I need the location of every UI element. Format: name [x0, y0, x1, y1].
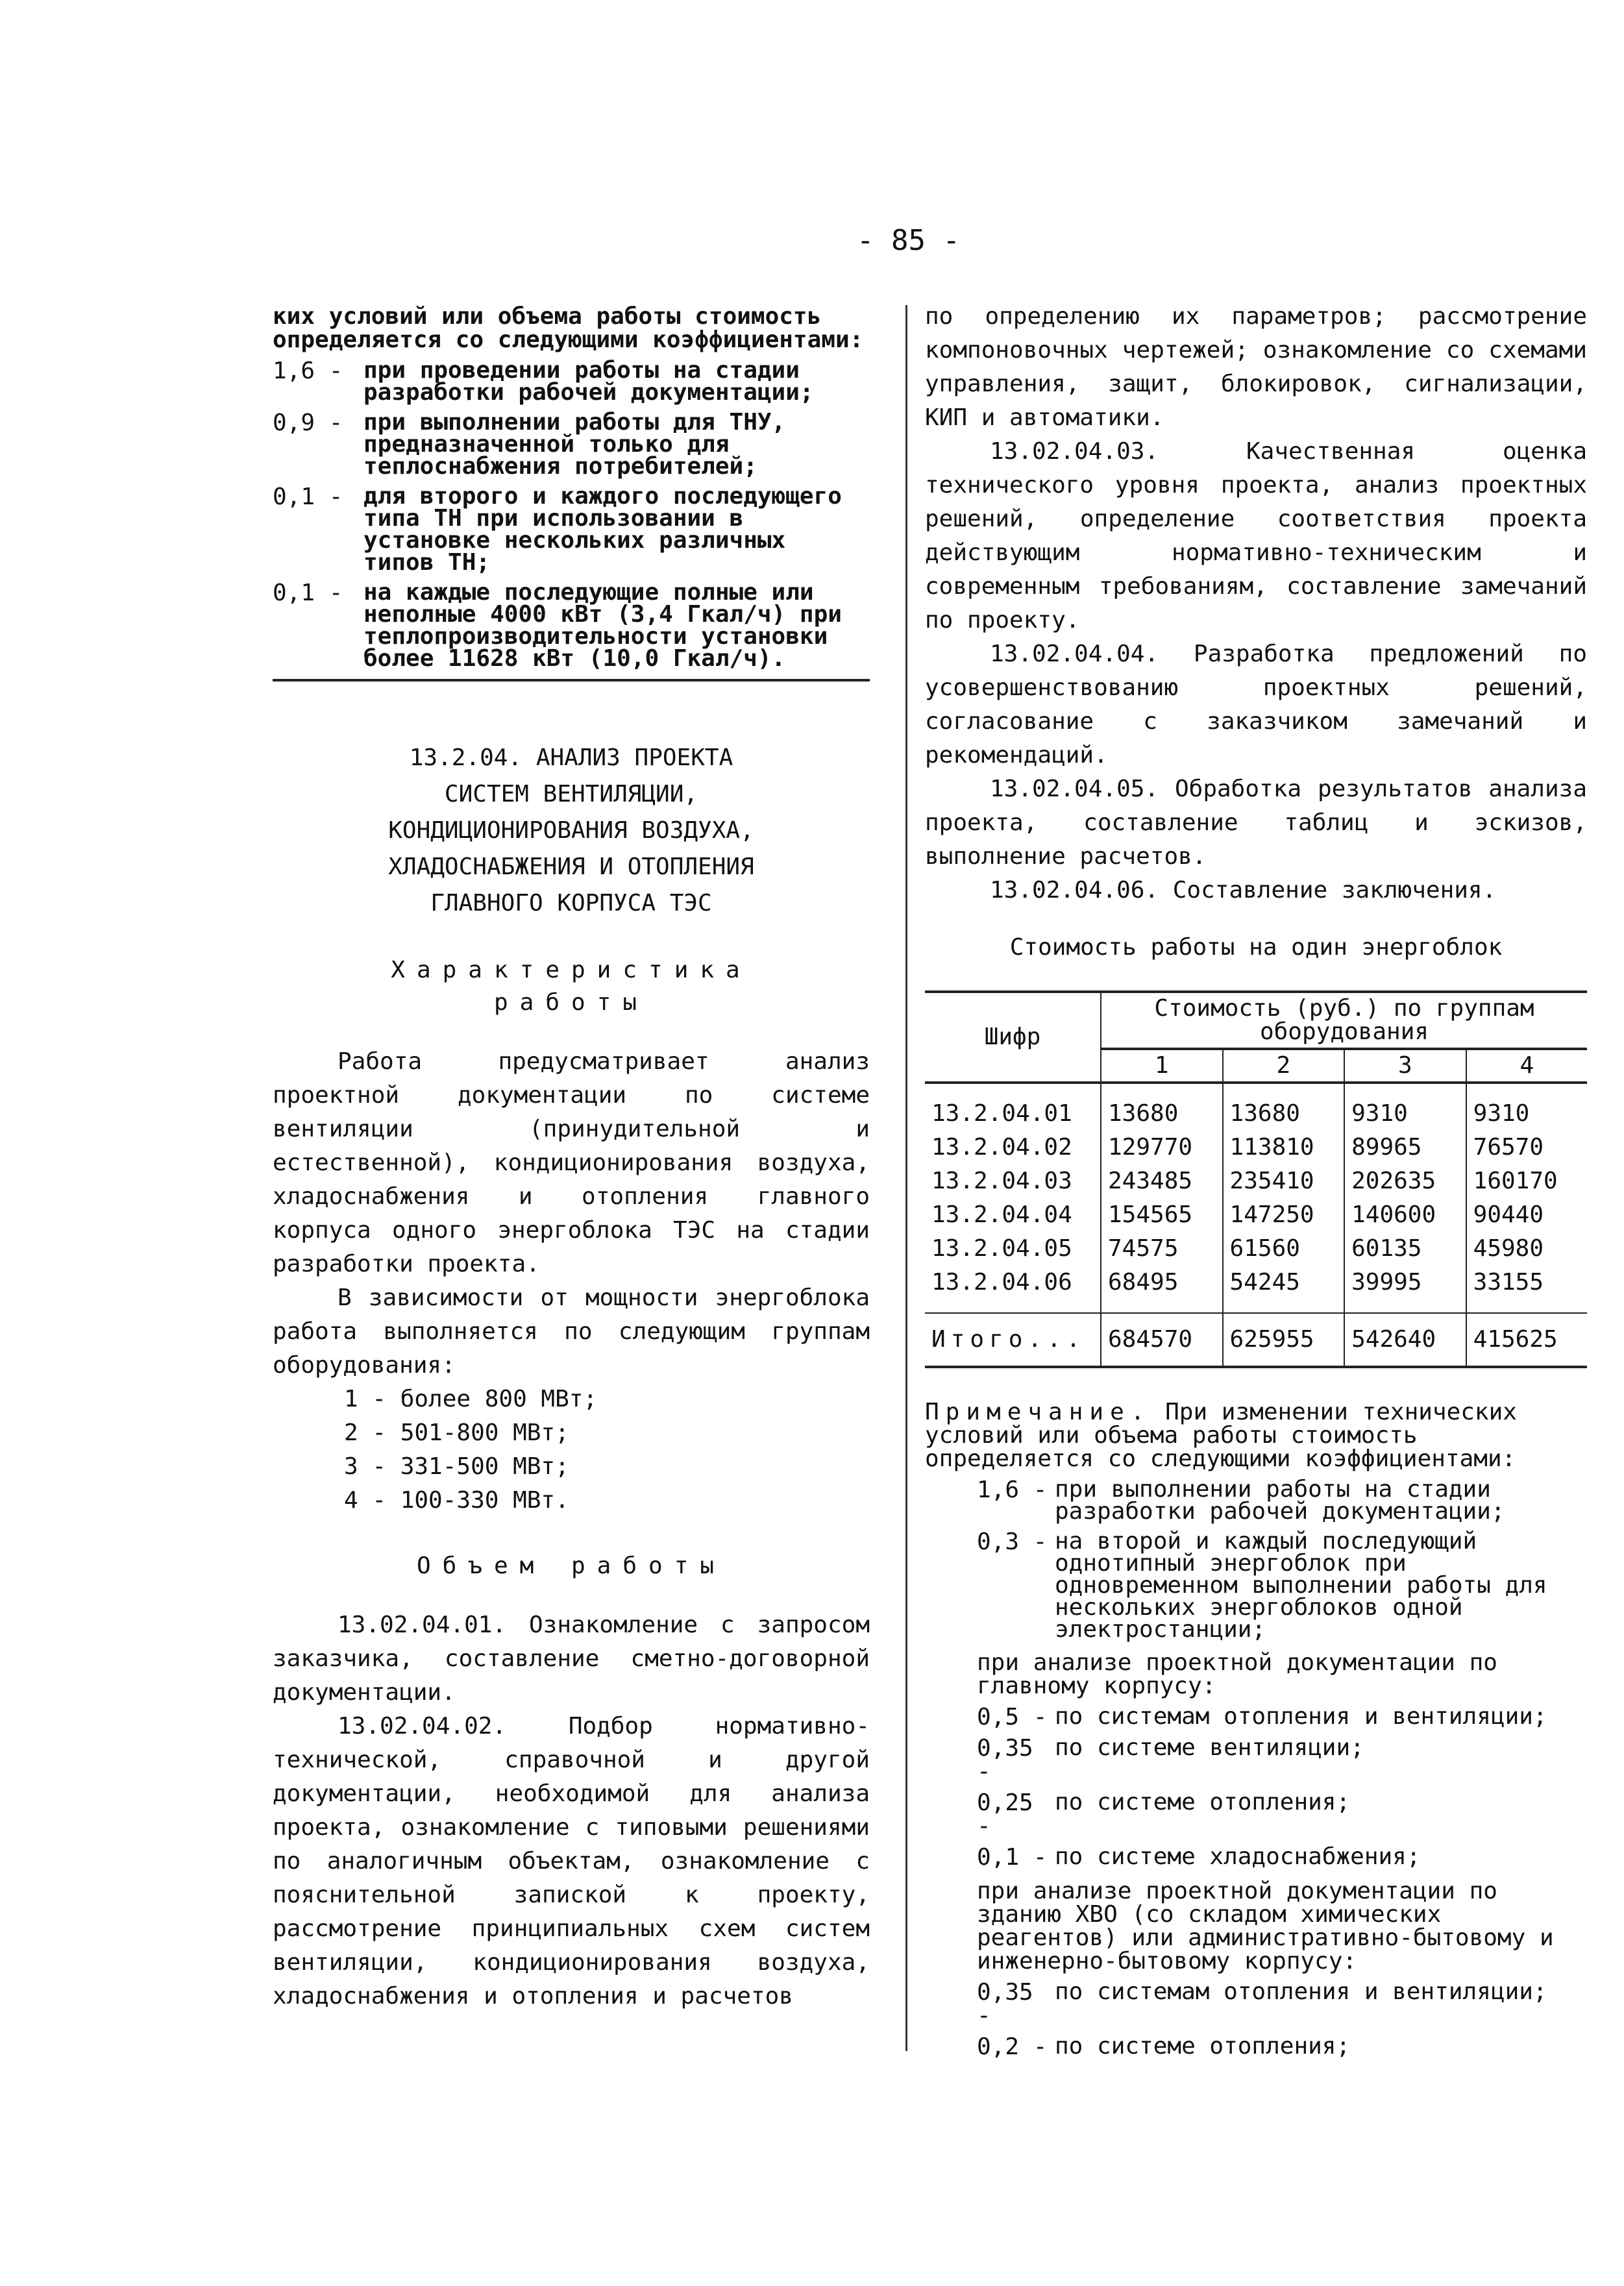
- table-header-group: 1: [1101, 1049, 1223, 1083]
- page-number: - 85 -: [857, 224, 960, 257]
- coef-text: при проведении работы на стадии разработки рабочей документации;: [363, 357, 814, 406]
- table-cell: 45980: [1466, 1232, 1587, 1266]
- coef-value: 0,25 -: [977, 1789, 1033, 1839]
- coef-text: на каждые последующие полные или неполные 4000 кВт (3,4 Гкал/ч) при теплопроизводительности установки более 11628 кВт (10,0 Гкал/ч).: [363, 579, 842, 672]
- table-cell: 154565: [1101, 1198, 1223, 1232]
- characteristics-heading: [273, 954, 870, 1019]
- coef-item: [977, 1978, 1587, 2029]
- coef-value: 0,35 -: [977, 1979, 1033, 2029]
- note-label: Примечание.: [925, 1399, 1151, 1425]
- table-cell: 61560: [1223, 1232, 1345, 1266]
- coef-text: по системе отопления;: [1055, 1789, 1351, 1815]
- note: [925, 1401, 1587, 2059]
- table-total-row: [925, 1313, 1587, 1367]
- table-cell: 140600: [1344, 1198, 1466, 1232]
- table-row: [925, 1083, 1587, 1131]
- table-cell: 39995: [1344, 1266, 1466, 1313]
- coef-value: 0,9 -: [273, 410, 343, 436]
- table-cell: 76570: [1466, 1131, 1587, 1164]
- table-cell: 68495: [1101, 1266, 1223, 1313]
- heading-line: СИСТЕМ ВЕНТИЛЯЦИИ,: [444, 781, 698, 807]
- paragraph: по определению их параметров; рассмотрение компоновочных чертежей; ознакомление со схемами управления, защит, блокировок, сигнализации, КИП и автоматики.: [925, 303, 1587, 431]
- table-row: [925, 1266, 1587, 1313]
- note-paragraph: при анализе проектной документации по главному корпусу:: [977, 1649, 1497, 1699]
- coef-item: [273, 485, 870, 574]
- table-cell: 9310: [1344, 1083, 1466, 1131]
- table-row: [925, 1198, 1587, 1232]
- coef-value: 0,1 -: [273, 484, 343, 510]
- table-cell: 60135: [1344, 1232, 1466, 1266]
- table-cell: 113810: [1223, 1131, 1345, 1164]
- table-cell: 129770: [1101, 1131, 1223, 1164]
- scope-item: 13.02.04.06. Составление заключения.: [990, 877, 1497, 903]
- coef-item: [977, 1530, 1587, 1641]
- list-item: 4 - 100-330 МВт.: [344, 1487, 569, 1514]
- coef-text: для второго и каждого последующего типа ТН при использовании в установке нескольких различных типов ТН;: [363, 483, 842, 576]
- right-column: [925, 300, 1587, 2059]
- coef-item: [273, 409, 870, 480]
- table-cell: 90440: [1466, 1198, 1587, 1232]
- table-cell: 9310: [1466, 1083, 1587, 1131]
- table-cell: 160170: [1466, 1164, 1587, 1198]
- table-cell: 13.2.04.01: [931, 1100, 1072, 1127]
- table-header-code: Шифр: [984, 1024, 1041, 1050]
- table-cell: 147250: [1223, 1198, 1345, 1232]
- section-heading: [273, 740, 870, 922]
- coef-item: [977, 1734, 1587, 1785]
- table-row: [925, 1232, 1587, 1266]
- table-cell: 542640: [1344, 1313, 1466, 1367]
- coef-item: [977, 2035, 1587, 2059]
- coef-text: по системам отопления и вентиляции;: [1055, 1978, 1547, 2005]
- scope-item: 13.02.04.03. Качественная оценка технического уровня проекта, анализ проектных решений, определение соответствия проекта действующим нормативно-техническим и современным требованиям, составление замечаний по проекту.: [925, 438, 1587, 633]
- table-cell: 13680: [1223, 1083, 1345, 1131]
- coef-value: 1,6 -: [273, 358, 343, 384]
- list-item: 2 - 501-800 МВт;: [344, 1420, 569, 1446]
- coef-item: [273, 357, 870, 406]
- paragraph: В зависимости от мощности энергоблока работа выполняется по следующим группам оборудования:: [273, 1284, 870, 1379]
- left-column: [273, 305, 870, 2013]
- heading-line: 13.2.04. АНАЛИЗ ПРОЕКТА: [409, 744, 733, 771]
- coef-text: при выполнении работы для ТНУ, предназначенной только для теплоснабжения потребителей;: [363, 409, 786, 480]
- table-cell: 13.2.04.06: [931, 1269, 1072, 1296]
- heading-line: ХЛАДОСНАБЖЕНИЯ И ОТОПЛЕНИЯ: [388, 854, 754, 880]
- heading-line: КОНДИЦИОНИРОВАНИЯ ВОЗДУХА,: [388, 817, 754, 844]
- coef-value: 0,35 -: [977, 1735, 1033, 1785]
- total-label: Итого...: [925, 1313, 1101, 1367]
- table-cell: 74575: [1101, 1232, 1223, 1266]
- coef-value: 1,6 -: [977, 1477, 1048, 1503]
- scope-item: 13.02.04.01. Ознакомление с запросом заказчика, составление сметно-договорной документации.: [273, 1612, 870, 1706]
- coef-value: 0,2 -: [977, 2034, 1048, 2060]
- table-cell: 33155: [1466, 1266, 1587, 1313]
- scope-item: 13.02.04.02. Подбор нормативно-технической, справочной и другой документации, необходимой для анализа проекта, ознакомление с типовыми решениями по аналогичным объектам, ознакомление с пояснительной запиской к проекту, рассмотрение принципиальных схем систем вентиляции, кондиционирования воздуха, хладоснабжения и отопления и расчетов: [273, 1713, 870, 2009]
- coef-item: [977, 1703, 1587, 1730]
- coef-text: по системе отопления;: [1055, 2033, 1351, 2059]
- coef-text: на второй и каждый последующий однотипный энергоблок при одновременном выполнении работы для нескольких энергоблоков одной электростанции;: [1055, 1528, 1547, 1643]
- coef-item: [977, 1791, 1587, 1838]
- table-title: Стоимость работы на один энергоблок: [1009, 934, 1503, 961]
- coef-value: 0,3 -: [977, 1529, 1048, 1555]
- table-cell: 13.2.04.03: [931, 1168, 1072, 1194]
- group-list: [273, 1383, 870, 1518]
- coef-item: [273, 579, 870, 672]
- table-cell: 89965: [1344, 1131, 1466, 1164]
- note-paragraph: при анализе проектной документации по зданию ХВО (со складом химических реагентов) или административно-бытовому и инженерно-бытовому корпусу:: [977, 1878, 1554, 1974]
- table-cell: 625955: [1223, 1313, 1345, 1367]
- section-divider: [273, 679, 870, 682]
- heading-line: работы: [493, 989, 649, 1016]
- coef-intro: ких условий или объема работы стоимость определяется со следующими коэффициентами:: [273, 303, 864, 353]
- table-cell: 13.2.04.04: [931, 1201, 1072, 1228]
- scope-item: 13.02.04.04. Разработка предложений по усовершенствованию проектных решений, согласование с заказчиком замечаний и рекомендаций.: [925, 641, 1587, 768]
- table-cell: 54245: [1223, 1266, 1345, 1313]
- table-cell: 202635: [1344, 1164, 1466, 1198]
- cost-table: [925, 990, 1587, 1368]
- table-header-cost: Стоимость (руб.) по группам оборудования: [1101, 992, 1587, 1049]
- coef-text: по системе хладоснабжения;: [1055, 1843, 1421, 1870]
- coef-text: по системам отопления и вентиляции;: [1055, 1703, 1547, 1730]
- coef-text: по системе вентиляции;: [1055, 1734, 1364, 1761]
- table-cell: 13680: [1101, 1083, 1223, 1131]
- table-cell: 415625: [1466, 1313, 1587, 1367]
- table-cell: 243485: [1101, 1164, 1223, 1198]
- table-cell: 13.2.04.05: [931, 1235, 1072, 1262]
- coef-value: 0,1 -: [273, 580, 343, 606]
- table-row: [925, 1131, 1587, 1164]
- table-header-group: 2: [1223, 1049, 1345, 1083]
- coef-value: 0,5 -: [977, 1704, 1048, 1730]
- coef-item: [977, 1476, 1587, 1525]
- coef-item: [977, 1843, 1587, 1871]
- table-cell: 235410: [1223, 1164, 1345, 1198]
- coef-text: при выполнении работы на стадии разработки рабочей документации;: [1055, 1476, 1505, 1525]
- table-header-group: 4: [1466, 1049, 1587, 1083]
- list-item: 1 - более 800 МВт;: [344, 1386, 598, 1412]
- note-text: При изменении технических условий или объема работы стоимость определяется со следующими коэффициентами:: [925, 1399, 1517, 1472]
- scope-heading: Объем работы: [416, 1553, 726, 1579]
- table-row: [925, 1164, 1587, 1198]
- column-divider: [905, 305, 907, 2051]
- scope-item: 13.02.04.05. Обработка результатов анализа проекта, составление таблиц и эскизов, выполнение расчетов.: [925, 776, 1587, 870]
- list-item: 3 - 331-500 МВт;: [344, 1453, 569, 1480]
- heading-line: Характеристика: [391, 957, 752, 983]
- paragraph: Работа предусматривает анализ проектной документации по системе вентиляции (принудительной и естественной), кондиционирования воздуха, хладоснабжения и отопления главного корпуса одного энергоблока ТЭС на стадии разработки проекта.: [273, 1048, 870, 1277]
- table-cell: 684570: [1101, 1313, 1223, 1367]
- table-cell: 13.2.04.02: [931, 1134, 1072, 1161]
- heading-line: ГЛАВНОГО КОРПУСА ТЭС: [430, 890, 712, 916]
- table-header-group: 3: [1344, 1049, 1466, 1083]
- coef-value: 0,1 -: [977, 1844, 1048, 1871]
